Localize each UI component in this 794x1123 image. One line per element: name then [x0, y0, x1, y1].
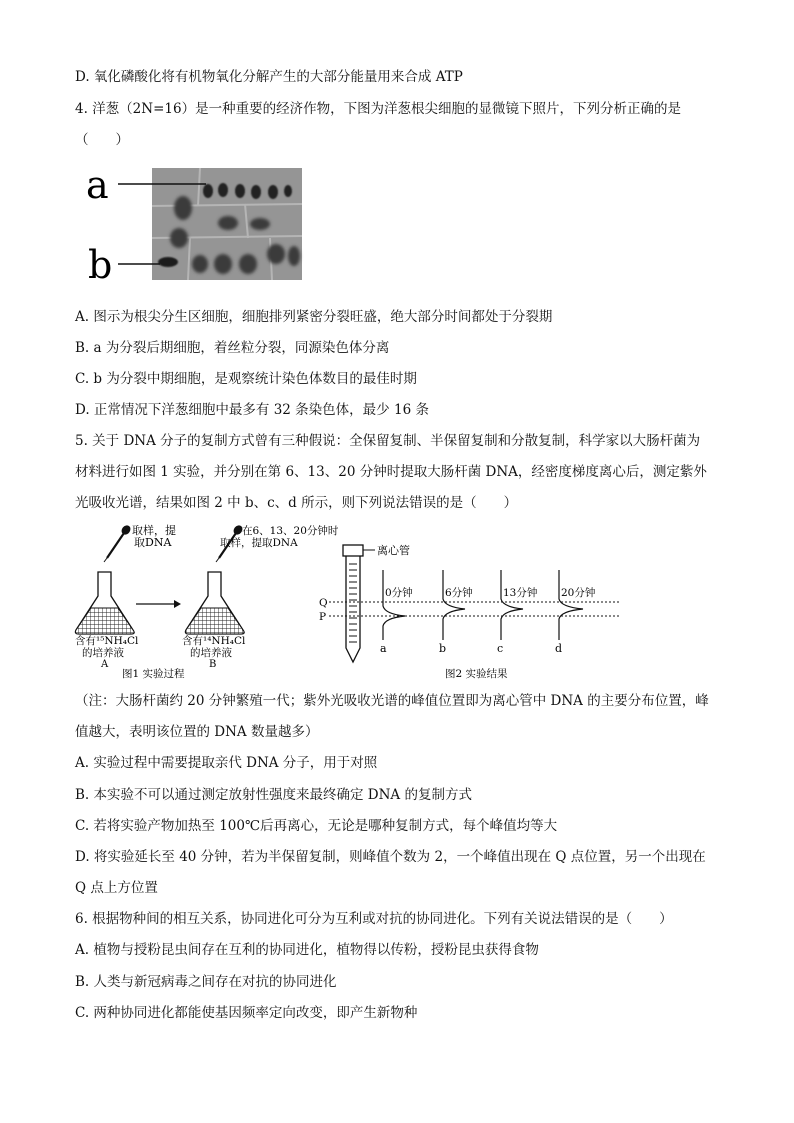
spectrum-a	[383, 570, 405, 640]
svg-text:B: B	[209, 659, 217, 670]
q4-option-c: C. b 为分裂中期细胞，是观察统计染色体数目的最佳时期	[75, 371, 417, 387]
onion-root-tip-micrograph	[80, 163, 310, 287]
spectrum-d	[559, 570, 583, 640]
svg-text:20分钟: 20分钟	[561, 587, 596, 599]
svg-text:取样，提: 取样，提	[132, 524, 176, 537]
q6-option-a: A. 植物与授粉昆虫间存在互利的协同进化，植物得以传粉，授粉昆虫获得食物	[75, 942, 539, 958]
figure1-caption: 图1 实验过程	[122, 668, 185, 680]
flask-a	[75, 572, 134, 634]
q6-stem: 6. 根据物种间的相互关系，协同进化可分为互利或对抗的协同进化。下列有关说法错误的是（ ）	[75, 911, 673, 927]
spectrum-b	[443, 570, 465, 640]
svg-text:P: P	[319, 611, 327, 623]
svg-text:13分钟: 13分钟	[503, 587, 538, 599]
svg-text:的培养液: 的培养液	[190, 647, 232, 659]
centrifuge-tube	[343, 545, 363, 662]
q6-option-c: C. 两种协同进化都能使基因频率定向改变，即产生新物种	[75, 1005, 418, 1021]
q5-stem-line3: 光吸收光谱，结果如图 2 中 b、c、d 所示，则下列说法错误的是（ ）	[75, 495, 518, 511]
q4-option-d: D. 正常情况下洋葱细胞中最多有 32 条染色体，最少 16 条	[75, 402, 429, 418]
svg-text:在6、13、20分钟时: 在6、13、20分钟时	[242, 525, 339, 537]
svg-text:离心管: 离心管	[377, 544, 410, 557]
q5-stem-line2: 材料进行如图 1 实验，并分别在第 6、13、20 分钟时提取大肠杆菌 DNA，经密度梯度离心后，测定紫外	[75, 464, 707, 480]
dropper-icon	[104, 524, 132, 562]
flask-b	[185, 572, 244, 634]
svg-text:含有¹⁴NH₄Cl: 含有¹⁴NH₄Cl	[182, 635, 246, 647]
q4-option-b: B. a 为分裂后期细胞，着丝粒分裂，同源染色体分离	[75, 340, 390, 356]
label-a: a	[86, 163, 109, 207]
svg-text:的培养液: 的培养液	[82, 647, 124, 659]
q5-option-a: A. 实验过程中需要提取亲代 DNA 分子，用于对照	[75, 755, 378, 771]
svg-text:Q: Q	[319, 597, 328, 609]
spectrum-c	[501, 570, 523, 640]
svg-text:含有¹⁵NH₄Cl: 含有¹⁵NH₄Cl	[75, 635, 139, 647]
label-b: b	[88, 243, 113, 287]
q3-option-d: D. 氧化磷酸化将有机物氧化分解产生的大部分能量用来合成 ATP	[75, 69, 463, 85]
q5-option-c: C. 若将实验产物加热至 100℃后再离心，无论是哪种复制方式，每个峰值均等大	[75, 818, 558, 834]
q5-note-line2: 值越大，表明该位置的 DNA 数量越多）	[75, 724, 319, 740]
svg-text:c: c	[497, 642, 504, 655]
svg-text:取样，提取DNA: 取样，提取DNA	[220, 537, 298, 549]
q4-stem: 4. 洋葱（2N=16）是一种重要的经济作物，下图为洋葱根尖细胞的显微镜下照片，下列分析正确的是	[75, 101, 682, 117]
q6-option-b: B. 人类与新冠病毒之间存在对抗的协同进化	[75, 974, 337, 990]
svg-text:d: d	[555, 642, 563, 655]
figure1-experiment-process	[70, 520, 339, 685]
svg-text:0分钟: 0分钟	[385, 587, 413, 599]
q5-option-d: D. 将实验延长至 40 分钟，若为半保留复制，则峰值个数为 2，一个峰值出现在 Q 点位置，另一个出现在	[75, 849, 706, 865]
figure2-experiment-results	[315, 540, 635, 685]
svg-text:取DNA: 取DNA	[134, 536, 172, 549]
svg-text:b: b	[439, 642, 447, 655]
q5-note-line1: （注：大肠杆菌约 20 分钟繁殖一代；紫外光吸收光谱的峰值位置即为离心管中 DNA 的主要分布位置，峰	[75, 693, 709, 709]
figure2-caption: 图2 实验结果	[445, 668, 508, 680]
q4-option-a: A. 图示为根尖分生区细胞，细胞排列紧密分裂旺盛，绝大部分时间都处于分裂期	[75, 309, 553, 325]
q5-stem-line1: 5. 关于 DNA 分子的复制方式曾有三种假说：全保留复制、半保留复制和分散复制，科学家以大肠杆菌为	[75, 433, 701, 449]
q5-option-d-cont: Q 点上方位置	[75, 880, 158, 896]
q5-option-b: B. 本实验不可以通过测定放射性强度来最终确定 DNA 的复制方式	[75, 787, 472, 803]
q4-stem-paren: （ ）	[75, 132, 129, 148]
svg-text:a: a	[380, 642, 387, 655]
svg-text:6分钟: 6分钟	[445, 587, 473, 599]
svg-text:A: A	[101, 659, 109, 670]
